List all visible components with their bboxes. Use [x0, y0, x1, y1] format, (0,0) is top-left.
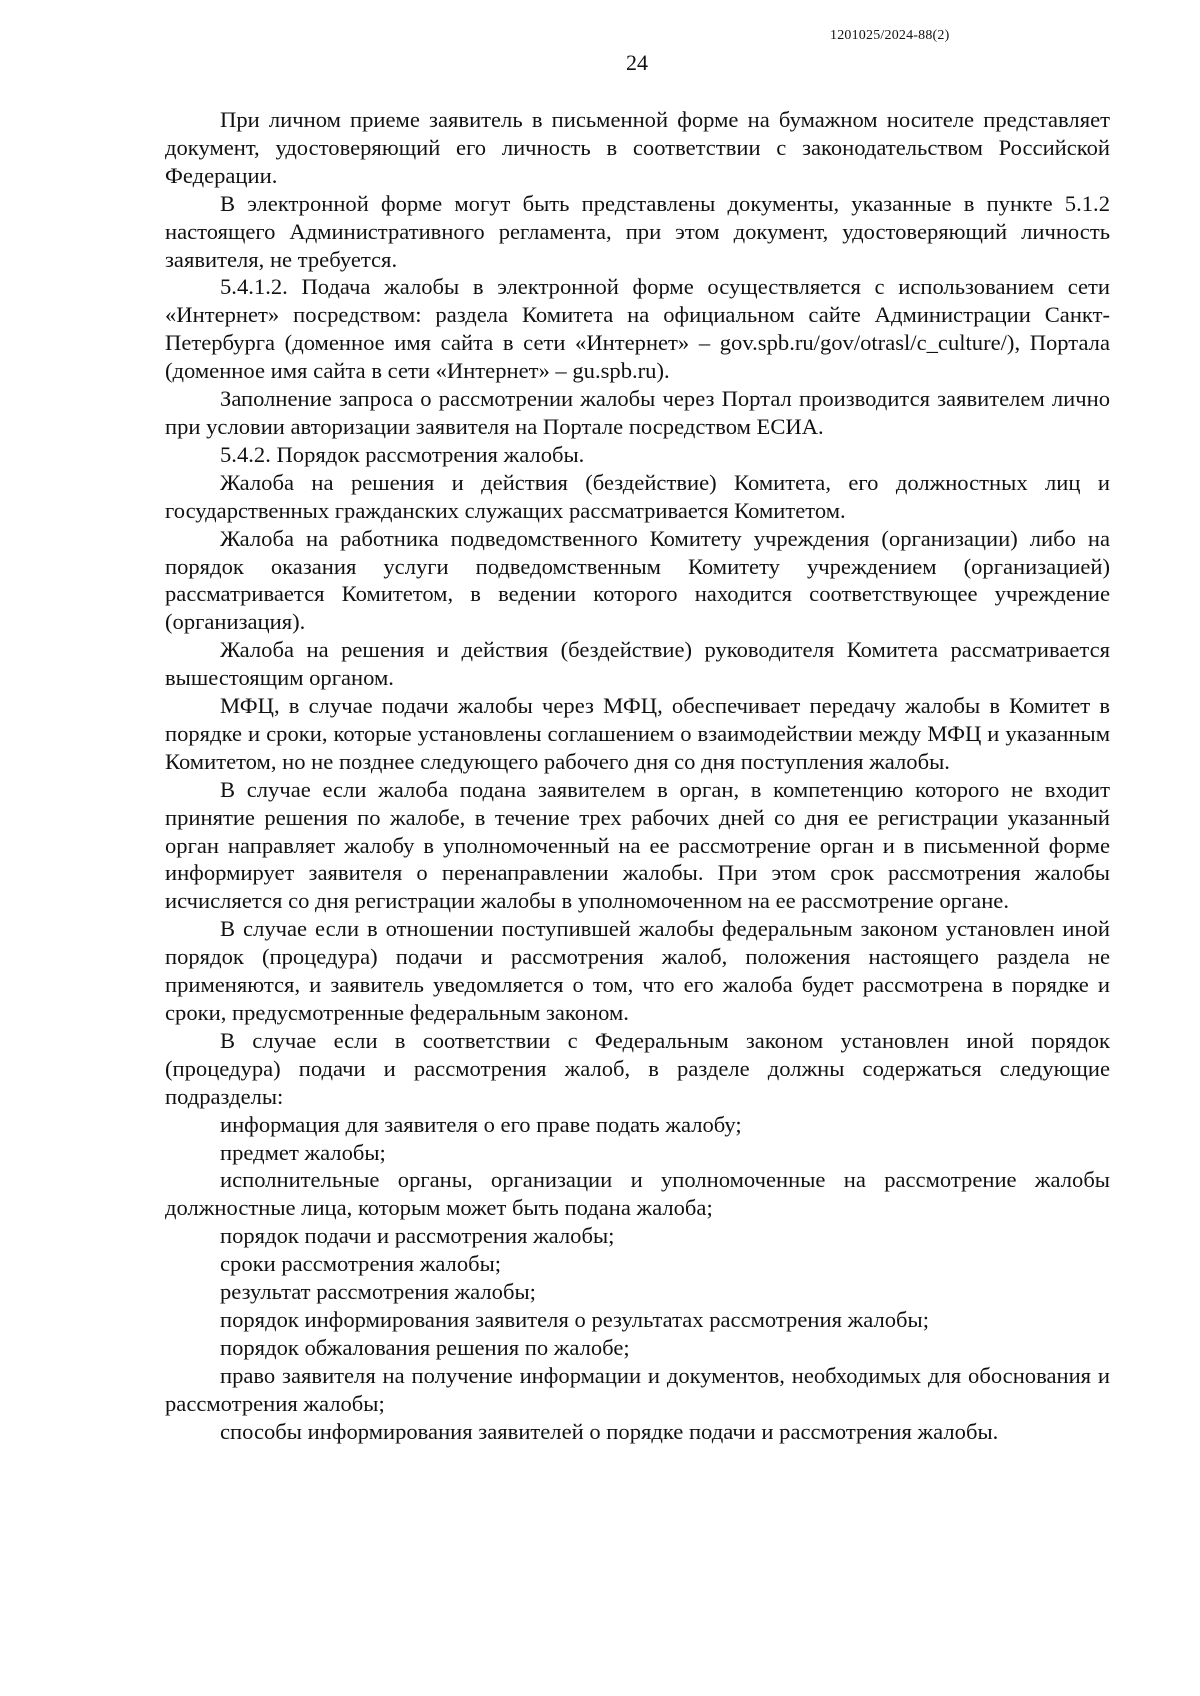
document-body — [165, 106, 1110, 1446]
paragraph-personal-reception: При личном приеме заявитель в письменной форме на бумажном носителе представляет документ, удостоверяющий его личность в соответствии с законодательством Российской Федерации. — [165, 107, 1110, 188]
list-item: порядок информирования заявителя о результатах рассмотрения жалобы; — [220, 1306, 929, 1332]
list-item: предмет жалобы; — [220, 1139, 386, 1165]
paragraph-5-4-1-2: 5.4.1.2. Подача жалобы в электронной форме осуществляется с использованием сети «Интернет» посредством: раздела Комитета на официальном сайте Администрации Санкт-Петербурга (доменное имя сайта в сети «Интернет» – gov.spb.ru/gov/otrasl/c_culture/), Портала (доменное имя сайта в сети «Интернет» – gu.spb.ru). — [165, 274, 1110, 384]
list-item: порядок обжалования решения по жалобе; — [220, 1334, 630, 1360]
paragraph-institution-complaint: Жалоба на работника подведомственного Комитету учреждения (организации) либо на порядок оказания услуги подведомственным Комитету учреждением (организацией) рассматривается Комитетом, в ведении которого находится соответствующее учреждение (организация). — [165, 525, 1110, 635]
paragraph-portal-request: Заполнение запроса о рассмотрении жалобы через Портал производится заявителем лично при условии авторизации заявителя на Портале посредством ЕСИА. — [165, 386, 1110, 439]
list-item: результат рассмотрения жалобы; — [220, 1279, 536, 1305]
paragraph-mfc-transfer: МФЦ, в случае подачи жалобы через МФЦ, обеспечивает передачу жалобы в Комитет в порядке и сроки, которые установлены соглашением о взаимодействии между МФЦ и указанным Комитетом, но не позднее следующего рабочего дня со дня поступления жалобы. — [165, 693, 1110, 774]
document-registration-number: 1201025/2024-88(2) — [830, 28, 950, 43]
paragraph-electronic-form: В электронной форме могут быть представлены документы, указанные в пункте 5.1.2 настоящего Административного регламента, при этом документ, удостоверяющий личность заявителя, не требуется. — [165, 190, 1110, 272]
paragraph-head-complaint: Жалоба на решения и действия (бездействие) руководителя Комитета рассматривается вышестоящим органом. — [165, 637, 1110, 691]
list-item: информация для заявителя о его праве подать жалобу; — [220, 1111, 742, 1137]
list-item: исполнительные органы, организации и уполномоченные на рассмотрение жалобы должностные лица, которым может быть подана жалоба; — [165, 1167, 1110, 1221]
list-item: сроки рассмотрения жалобы; — [220, 1251, 502, 1277]
paragraph-committee-complaint: Жалоба на решения и действия (бездействие) Комитета, его должностных лиц и государственных гражданских служащих рассматривается Комитетом. — [165, 469, 1110, 523]
list-item: право заявителя на получение информации и документов, необходимых для обоснования и рассмотрения жалобы; — [165, 1362, 1110, 1416]
list-item: способы информирования заявителей о порядке подачи и рассмотрения жалобы. — [220, 1418, 999, 1444]
paragraph-5-4-2-heading: 5.4.2. Порядок рассмотрения жалобы. — [220, 441, 585, 467]
list-item: порядок подачи и рассмотрения жалобы; — [220, 1223, 615, 1249]
paragraph-federal-law: В случае если в отношении поступившей жалобы федеральным законом установлен иной порядок (процедура) подачи и рассмотрения жалоб, положения настоящего раздела не применяются, и заявитель уведомляется о том, что его жалоба будет рассмотрена в порядке и сроки, предусмотренные федеральным законом. — [165, 916, 1110, 1025]
paragraph-subsections-intro: В случае если в соответствии с Федеральным законом установлен иной порядок (процедура) подачи и рассмотрения жалоб, в разделе должны содержаться следующие подразделы: — [165, 1027, 1110, 1109]
page-number: 24 — [626, 50, 648, 75]
paragraph-redirect: В случае если жалоба подана заявителем в орган, в компетенцию которого не входит принятие решения по жалобе, в течение трех рабочих дней со дня ее регистрации указанный орган направляет жалобу в уполномоченный на ее рассмотрение орган и в письменной форме информирует заявителя о перенаправлении жалобы. При этом срок рассмотрения жалобы исчисляется со дня регистрации жалобы в уполномоченном на ее рассмотрение органе. — [165, 776, 1110, 914]
